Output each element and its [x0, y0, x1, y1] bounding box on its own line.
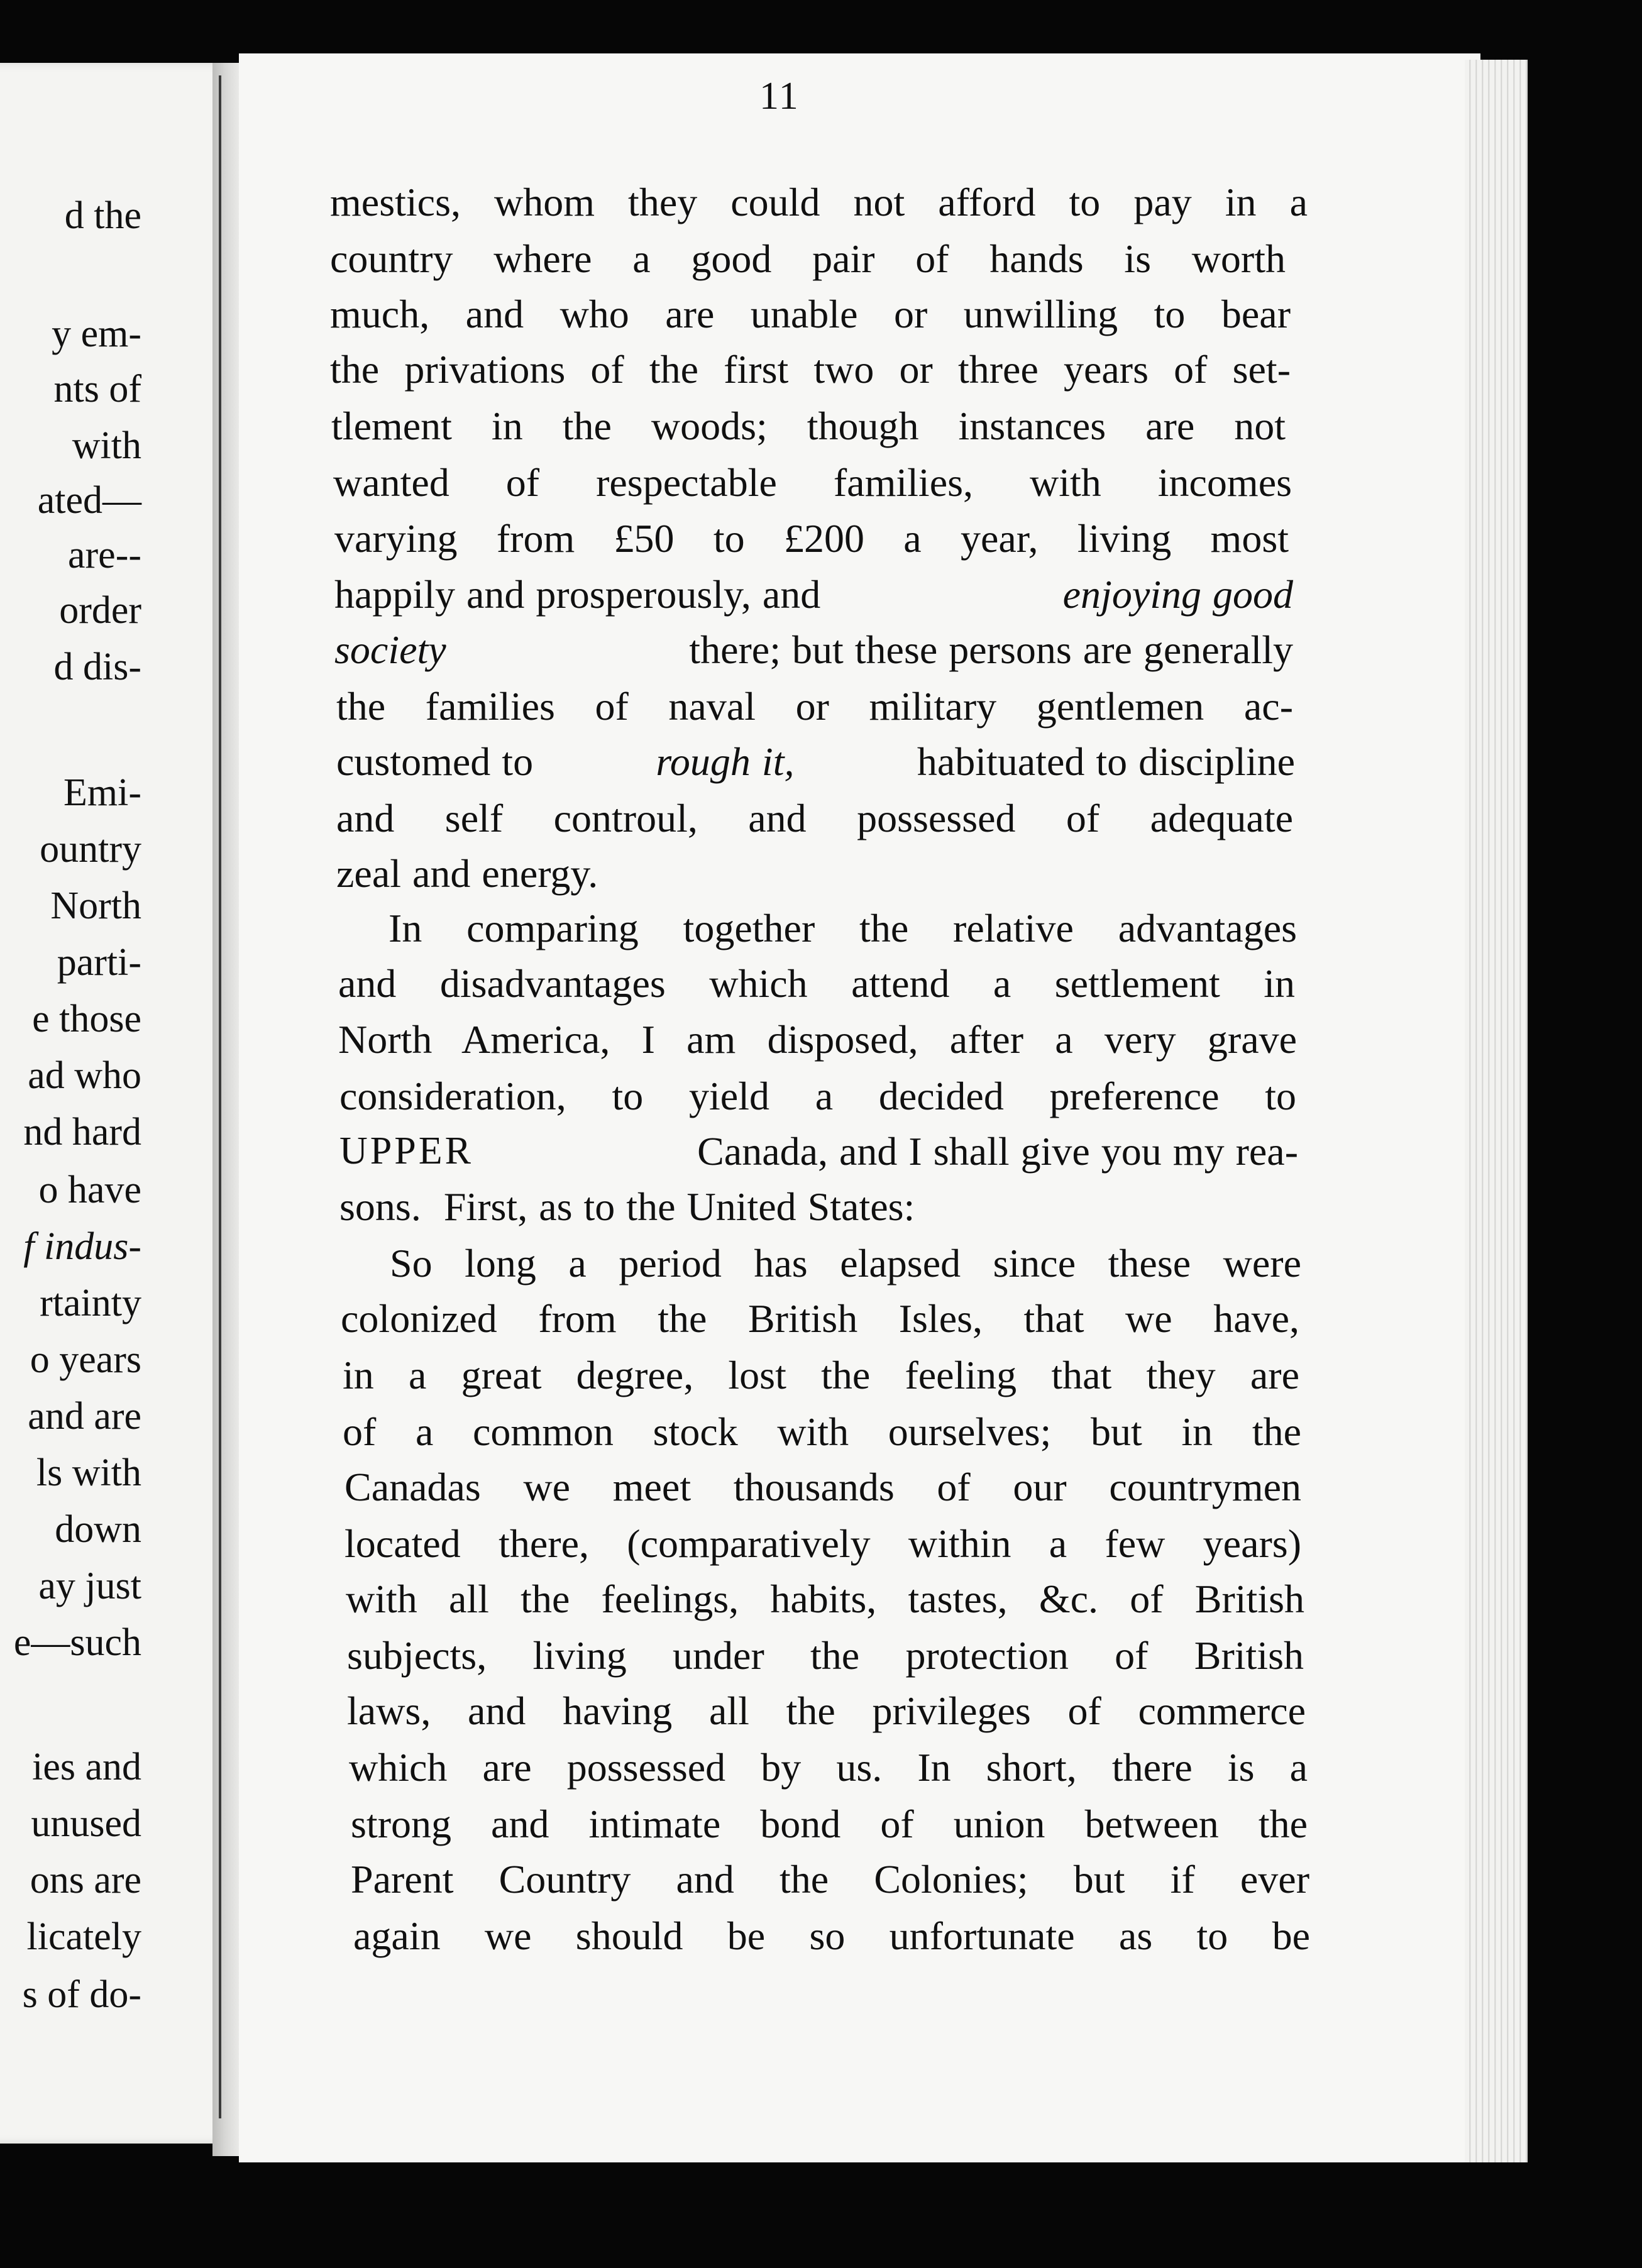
left-line: o years	[30, 1338, 141, 1381]
text-line: varying from £50 to £200 a year, living most	[334, 516, 1289, 561]
left-line: f indus-	[23, 1225, 141, 1268]
page-number: 11	[759, 75, 800, 118]
text-line: Canadas we meet thousands of our countrymen	[344, 1465, 1301, 1509]
text-line: and self controul, and possessed of adequate	[336, 796, 1293, 840]
text-line	[339, 1131, 1298, 1172]
left-line: ay just	[38, 1565, 141, 1607]
text-line: country where a good pair of hands is worth	[330, 236, 1286, 281]
left-line: ies and	[32, 1746, 141, 1788]
text-line: located there, (comparatively within a few years)	[344, 1521, 1301, 1566]
left-line: ountry	[40, 828, 141, 871]
left-line: ons are	[30, 1859, 141, 1902]
text-line: consideration, to yield a decided preference to	[339, 1074, 1296, 1118]
text-segment: customed to	[336, 739, 534, 784]
small-caps-text: UPPER	[339, 1130, 473, 1172]
left-line: are--	[68, 534, 141, 576]
text-line: and disadvantages which attend a settlement in	[338, 961, 1295, 1006]
text-line: much, and who are unable or unwilling to bear	[330, 292, 1291, 336]
text-line: the families of naval or military gentlemen ac-	[336, 684, 1293, 729]
left-line: nd hard	[23, 1111, 141, 1153]
text-line: So long a period has elapsed since these were	[390, 1241, 1301, 1285]
text-line: of a common stock with ourselves; but in the	[343, 1409, 1301, 1454]
italic-text: rough it,	[656, 739, 795, 784]
text-line: sons. First, as to the United States:	[339, 1184, 915, 1229]
left-line: ad who	[28, 1054, 141, 1097]
left-line: o have	[38, 1169, 141, 1211]
text-line: wanted of respectable families, with incomes	[333, 460, 1292, 505]
text-segment: Canada, and I shall give you my rea-	[697, 1129, 1298, 1174]
text-line: with all the feelings, habits, tastes, &c. of British	[346, 1577, 1304, 1621]
left-line: s of do-	[22, 1973, 141, 2016]
text-segment: there; but these persons are generally	[689, 627, 1293, 672]
text-line: which are possessed by us. In short, there is a	[349, 1745, 1308, 1790]
text-line: tlement in the woods; though instances are not	[331, 404, 1286, 448]
text-line: colonized from the British Isles, that we have,	[341, 1296, 1299, 1341]
left-line: and are	[28, 1395, 141, 1438]
text-line: North America, I am disposed, after a very grave	[338, 1017, 1297, 1062]
italic-text: society	[334, 627, 446, 672]
text-line	[334, 627, 1293, 672]
left-line: ated—	[37, 479, 141, 522]
left-line: with	[72, 424, 141, 467]
left-line: e those	[32, 998, 141, 1040]
left-line: y em-	[52, 312, 141, 355]
left-line: d the	[64, 194, 141, 237]
text-line: zeal and energy.	[336, 851, 598, 896]
left-line: ls with	[36, 1451, 141, 1494]
left-line: rtainty	[40, 1282, 141, 1324]
left-line: parti-	[57, 941, 141, 984]
left-line: down	[55, 1508, 141, 1551]
left-line: licately	[26, 1915, 141, 1958]
text-line	[336, 739, 1295, 784]
italic-text: enjoying good	[1062, 572, 1293, 617]
left-line: e—such	[13, 1621, 141, 1664]
text-line: again we should be so unfortunate as to be	[353, 1913, 1310, 1958]
left-line: d dis-	[53, 646, 141, 688]
left-line: unused	[31, 1802, 141, 1845]
text-line: laws, and having all the privileges of commerce	[347, 1688, 1306, 1733]
text-line: strong and intimate bond of union between the	[351, 1802, 1308, 1846]
text-line	[334, 572, 1293, 617]
left-line: nts of	[53, 368, 141, 410]
left-line: order	[59, 589, 141, 632]
text-line: subjects, living under the protection of British	[347, 1633, 1304, 1678]
left-line: Emi-	[63, 771, 141, 814]
text-line: In comparing together the relative advantages	[388, 906, 1297, 950]
text-line: mestics, whom they could not afford to pay in a	[330, 180, 1308, 224]
text-segment: happily and prosperously, and	[334, 572, 821, 617]
left-line: North	[50, 884, 141, 927]
text-line: Parent Country and the Colonies; but if ever	[351, 1857, 1309, 1902]
text-line: the privations of the first two or three years of set-	[330, 347, 1291, 392]
text-segment: habituated to discipline	[917, 739, 1295, 784]
text-line: in a great degree, lost the feeling that they are	[343, 1353, 1299, 1397]
